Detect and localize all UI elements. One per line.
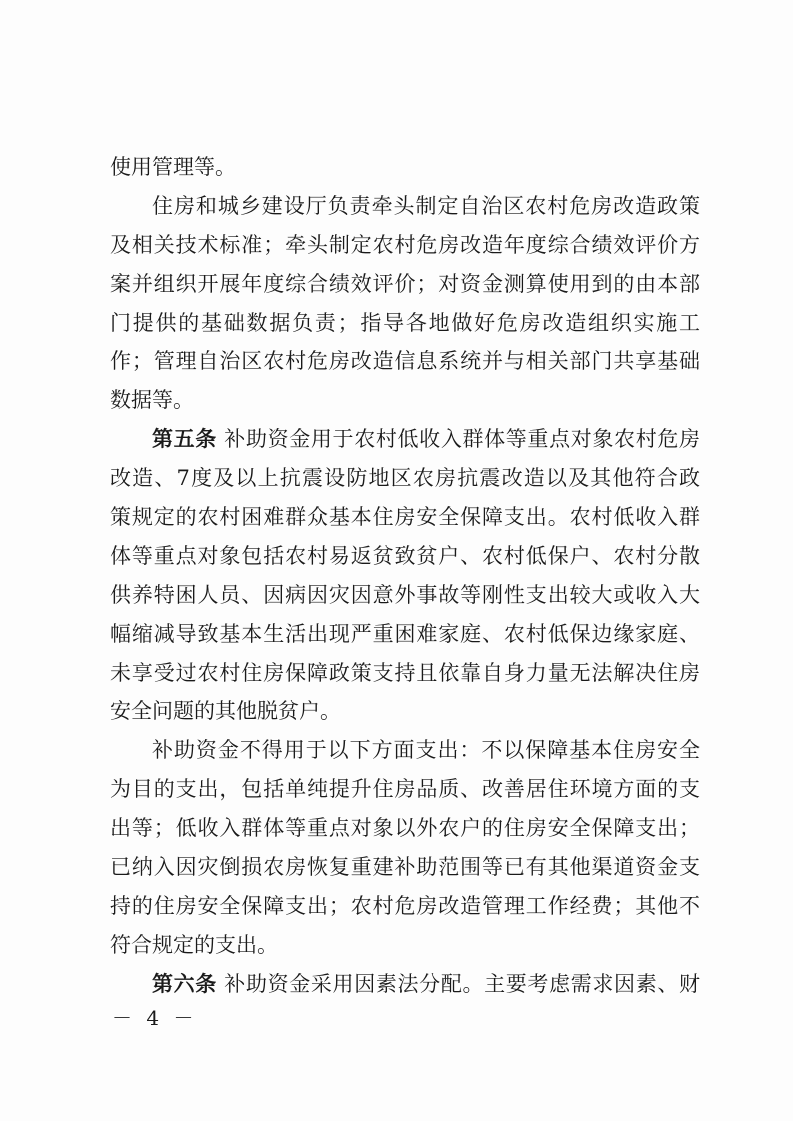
text-line: 数据等。 xyxy=(110,388,194,413)
body-text xyxy=(110,148,700,1004)
text-line: 住房和城乡建设厅负责牵头制定自治区农村危房改造政策 xyxy=(152,193,700,218)
text-line: 符合规定的支出。 xyxy=(110,932,278,957)
article-label: 第六条 xyxy=(152,970,217,996)
text-line: 已纳入因灾倒损农房恢复重建补助范围等已有其他渠道资金支 xyxy=(110,855,700,880)
text-line: 安全问题的其他脱贫户。 xyxy=(110,699,341,724)
text-line: 未享受过农村住房保障政策支持且依靠自身力量无法解决住房 xyxy=(110,660,700,685)
text-line: 体等重点对象包括农村易返贫致贫户、农村低保户、农村分散 xyxy=(110,543,700,568)
text-line: 幅缩减导致基本生活出现严重困难家庭、农村低保边缘家庭、 xyxy=(110,621,700,646)
text-line: 补助资金不得用于以下方面支出：不以保障基本住房安全 xyxy=(152,738,700,763)
article-6-line: 第六条 补助资金采用因素法分配。主要考虑需求因素、财 xyxy=(152,970,700,996)
text-line: 案并组织开展年度综合绩效评价；对资金测算使用到的由本部 xyxy=(110,271,700,296)
article-5-line: 第五条 补助资金用于农村低收入群体等重点对象农村危房 xyxy=(152,426,700,452)
text-line: 为目的支出，包括单纯提升住房品质、改善居住环境方面的支 xyxy=(110,777,700,802)
text-line: 持的住房安全保障支出；农村危房改造管理工作经费；其他不 xyxy=(110,893,700,918)
text-line: 出等；低收入群体等重点对象以外农户的住房安全保障支出； xyxy=(110,816,700,841)
text-line: 作；管理自治区农村危房改造信息系统并与相关部门共享基础 xyxy=(110,349,700,374)
text-line: 策规定的农村困难群众基本住房安全保障支出。农村低收入群 xyxy=(110,505,700,530)
text-line: 改造、7度及以上抗震设防地区农房抗震改造以及其他符合政 xyxy=(110,466,700,491)
article-label: 第五条 xyxy=(152,426,217,452)
text-line: 门提供的基础数据负责；指导各地做好危房改造组织实施工 xyxy=(110,310,700,335)
text-line: 供养特困人员、因病因灾因意外事故等刚性支出较大或收入大 xyxy=(110,582,700,607)
page-number: － 4 － xyxy=(112,1006,198,1030)
text-line: 使用管理等。 xyxy=(110,155,236,179)
text-line: 及相关技术标准；牵头制定农村危房改造年度综合绩效评价方 xyxy=(110,232,700,257)
